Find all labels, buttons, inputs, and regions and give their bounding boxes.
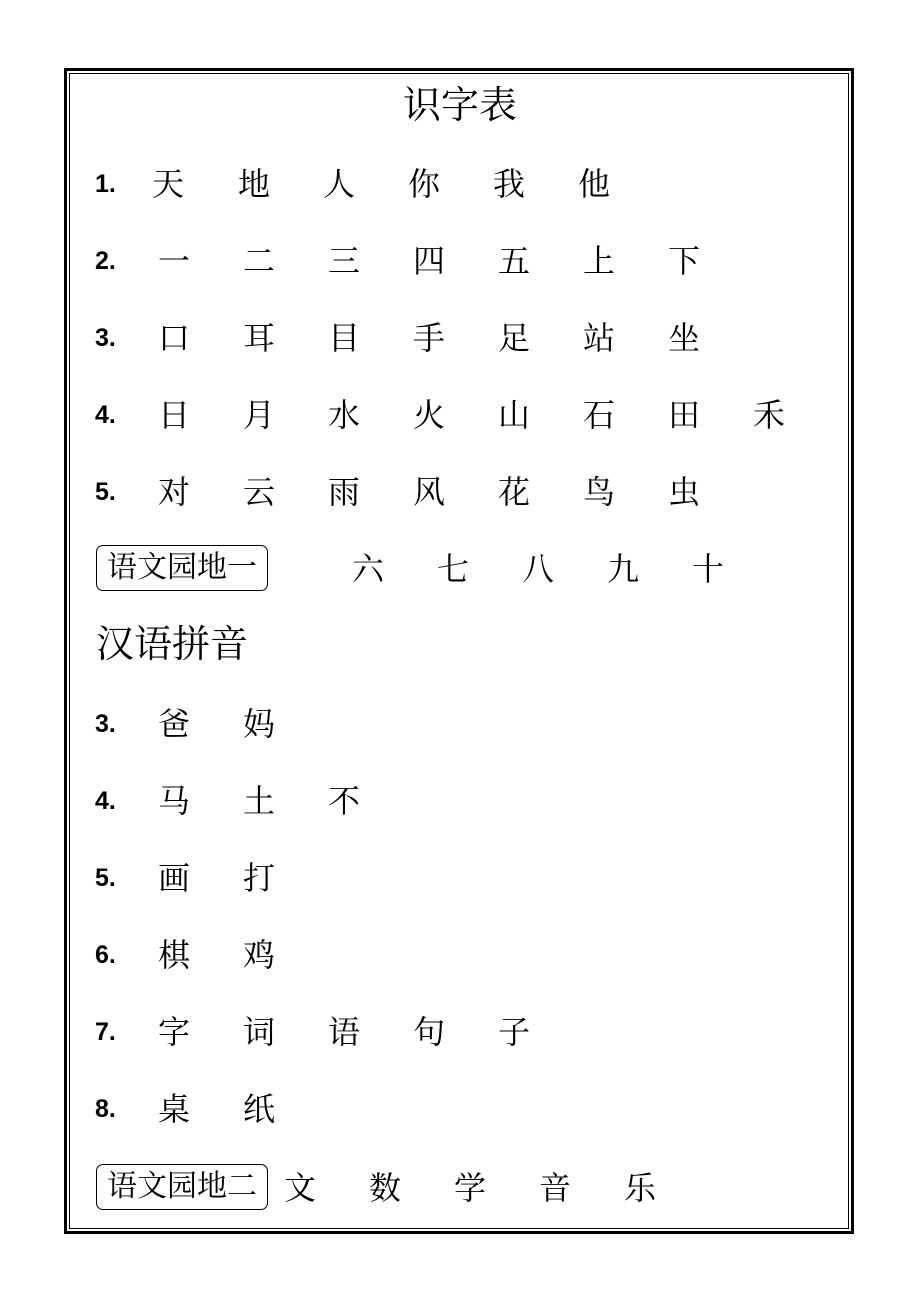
character: 下 [667, 242, 700, 280]
character: 天 [151, 165, 184, 203]
character: 学 [453, 1169, 486, 1207]
character: 桌 [157, 1090, 190, 1128]
row-number: 1. [95, 170, 116, 198]
character: 十 [691, 550, 724, 588]
character: 足 [497, 319, 530, 357]
character: 雨 [327, 473, 360, 511]
character: 石 [582, 396, 615, 434]
character: 口 [157, 319, 190, 357]
character: 手 [412, 319, 445, 357]
character: 月 [242, 396, 275, 434]
row-number: 7. [95, 1018, 116, 1046]
character: 纸 [242, 1090, 275, 1128]
character: 目 [327, 319, 360, 357]
character: 句 [412, 1013, 445, 1051]
character: 音 [538, 1169, 571, 1207]
row-number: 6. [95, 941, 116, 969]
character: 花 [497, 473, 530, 511]
character: 火 [412, 396, 445, 434]
character: 三 [327, 242, 360, 280]
character: 乐 [623, 1169, 656, 1207]
character: 鸡 [242, 936, 275, 974]
character: 九 [606, 550, 639, 588]
row-number: 2. [95, 247, 116, 275]
character: 你 [407, 165, 440, 203]
section-heading: 汉语拼音 [96, 622, 249, 666]
row-number: 3. [95, 710, 116, 738]
character: 语 [327, 1013, 360, 1051]
character: 棋 [157, 936, 190, 974]
character: 鸟 [582, 473, 615, 511]
row-number: 5. [95, 478, 116, 506]
row-number: 8. [95, 1095, 116, 1123]
character: 田 [667, 396, 700, 434]
character: 子 [497, 1013, 530, 1051]
character: 爸 [157, 705, 190, 743]
character: 妈 [242, 705, 275, 743]
character: 字 [157, 1013, 190, 1051]
character: 画 [157, 859, 190, 897]
character: 他 [577, 165, 610, 203]
character: 对 [157, 473, 190, 511]
character: 禾 [752, 396, 785, 434]
character: 八 [521, 550, 554, 588]
character: 上 [582, 242, 615, 280]
row-number: 4. [95, 401, 116, 429]
character: 土 [242, 782, 275, 820]
character: 水 [327, 396, 360, 434]
character: 四 [412, 242, 445, 280]
character: 一 [157, 242, 190, 280]
character: 文 [283, 1169, 316, 1207]
character: 马 [157, 782, 190, 820]
character: 云 [242, 473, 275, 511]
character: 六 [351, 550, 384, 588]
character: 风 [412, 473, 445, 511]
row-number: 5. [95, 864, 116, 892]
character: 打 [242, 859, 275, 897]
character: 五 [497, 242, 530, 280]
character: 虫 [667, 473, 700, 511]
character: 地 [237, 165, 270, 203]
row-number: 4. [95, 787, 116, 815]
garden-label-box: 语文园地一 [96, 545, 268, 591]
character: 词 [242, 1013, 275, 1051]
row-number: 3. [95, 324, 116, 352]
character: 日 [157, 396, 190, 434]
character: 站 [582, 319, 615, 357]
character: 我 [492, 165, 525, 203]
page-title: 识字表 [402, 83, 517, 127]
character: 七 [436, 550, 469, 588]
character: 山 [497, 396, 530, 434]
character: 耳 [242, 319, 275, 357]
garden-label-box: 语文园地二 [96, 1164, 268, 1210]
character: 坐 [667, 319, 700, 357]
character: 数 [368, 1169, 401, 1207]
character: 人 [322, 165, 355, 203]
character: 二 [242, 242, 275, 280]
character: 不 [327, 782, 360, 820]
